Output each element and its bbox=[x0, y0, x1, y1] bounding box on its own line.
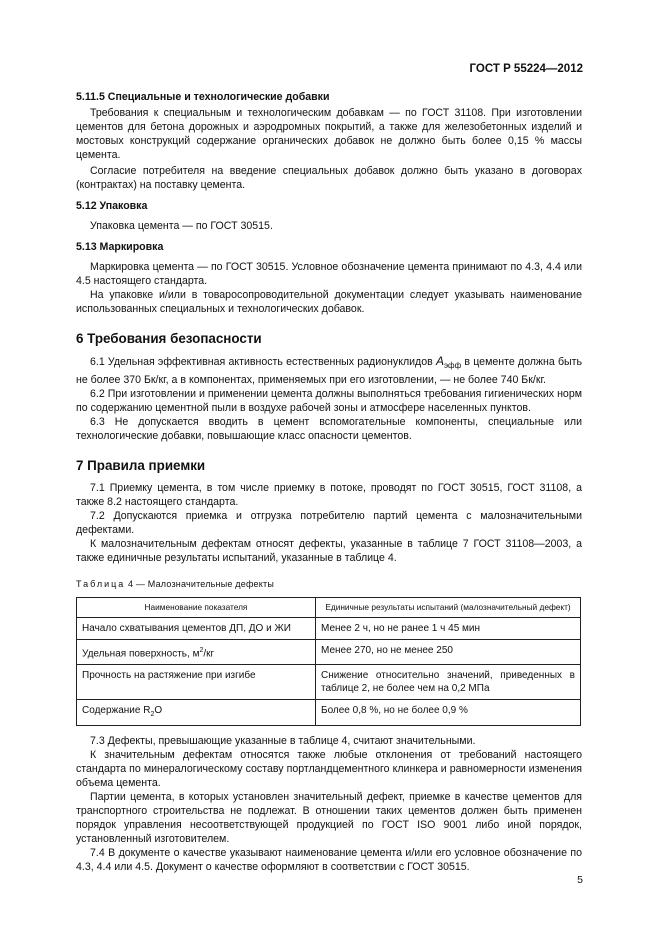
r2o-label-end: O bbox=[154, 705, 163, 717]
section-6-p1-start: 6.1 Удельная эффективная активность естественных радионуклидов bbox=[90, 356, 436, 368]
table-4-caption-label: Таблица bbox=[76, 579, 126, 590]
table-cell-indicator: Начало схватывания цементов ДП, ДО и ЖИ bbox=[77, 618, 316, 640]
document-code: ГОСТ Р 55224—2012 bbox=[469, 63, 583, 75]
section-5-11-5-title: 5.11.5 Специальные и технологические добавки bbox=[76, 91, 330, 103]
table-cell-result: Снижение относительно значений, приведенных в таблице 2, не более чем на 0,2 МПа bbox=[316, 665, 581, 700]
table-cell-indicator: Прочность на растяжение при изгибе bbox=[77, 665, 316, 700]
section-5-13-title: 5.13 Маркировка bbox=[76, 241, 164, 253]
r2o-label: Содержание R bbox=[82, 705, 151, 717]
section-5-11-5-paragraph-2-text: Согласие потребителя на введение специальных добавок должно быть указано в договорах (контрактах) на поставку цемента. bbox=[76, 165, 582, 191]
page-content bbox=[76, 90, 582, 874]
table-header-results: Единичные результаты испытаний (малозначительный дефект) bbox=[316, 598, 581, 618]
section-6-paragraph-1 bbox=[76, 354, 582, 387]
section-7-paragraph-3: К малозначительным дефектам относят дефекты, указанные в таблице 7 ГОСТ 31108—2003, а также единичные результаты испытаний, указанные в таблице 4. bbox=[76, 538, 582, 565]
table-4 bbox=[76, 597, 581, 726]
table-4-caption-text: 4 — Малозначительные дефекты bbox=[125, 579, 274, 590]
table-row bbox=[77, 640, 581, 665]
section-6-p1-end: в цементе должна быть не более 370 Бк/кг, а в компонентах, применяемых при его изготовлении, — не более 740 Бк/кг. bbox=[76, 356, 583, 387]
section-7-paragraph-1: 7.1 Приемку цемента, в том числе приемку в потоке, проводят по ГОСТ 30515, ГОСТ 31108, а также 8.2 настоящего стандарта. bbox=[76, 482, 582, 509]
table-cell-result: Менее 270, но не менее 250 bbox=[316, 640, 581, 665]
table-cell-indicator bbox=[77, 640, 316, 665]
section-7-paragraph-4: 7.3 Дефекты, превышающие указанные в таблице 4, считают значительными. bbox=[90, 735, 476, 748]
section-5-13-paragraph-1: Маркировка цемента — по ГОСТ 30515. Условное обозначение цемента принимают по 4.3, 4.4 или 4.5 настоящего стандарта. bbox=[76, 261, 582, 287]
section-6-paragraph-3: 6.3 Не допускается вводить в цемент вспомогательные компоненты, специальные или технологические добавки, повышающие класс опасности цементов. bbox=[76, 416, 582, 443]
page-number: 5 bbox=[577, 874, 583, 886]
table-cell-result: Более 0,8 %, но не более 0,9 % bbox=[316, 700, 581, 726]
table-4-caption bbox=[76, 577, 582, 591]
section-7-paragraph-2: 7.2 Допускаются приемка и отгрузка потребителю партий цемента с малозначительными дефектами. bbox=[76, 510, 582, 537]
section-5-11-5-paragraph-1 bbox=[76, 106, 582, 162]
section-5-11-5-paragraph-2 bbox=[76, 164, 582, 192]
section-5-11-5-paragraph-1-text: Требования к специальным и технологическим добавкам — по ГОСТ 31108. При изготовлении цементов для бетона дорожных и аэродромных покрытий, а также для железобетонных изделий и мостовых конструкций содержание органических добавок не должно быть более 0,15 % массы цемента. bbox=[76, 107, 582, 161]
table-header-indicator: Наименование показателя bbox=[77, 598, 316, 618]
activity-symbol: А bbox=[435, 354, 444, 368]
table-header-row bbox=[77, 598, 581, 618]
table-row bbox=[77, 700, 581, 726]
table-row bbox=[77, 665, 581, 700]
r2o-subscript: 2 bbox=[150, 711, 155, 719]
section-7-title: 7 Правила приемки bbox=[76, 458, 206, 474]
table-cell-result: Менее 2 ч, но не ранее 1 ч 45 мин bbox=[316, 618, 581, 640]
unit-superscript: 2 bbox=[199, 647, 204, 655]
section-5-12-title: 5.12 Упаковка bbox=[76, 200, 148, 212]
section-6-paragraph-2: 6.2 При изготовлении и применении цемента должны выполняться требования гигиенических норм по содержанию цементной пыли в воздухе рабочей зоны и атмосфере населенных пунктов. bbox=[76, 388, 582, 415]
section-5-13-paragraph-2: На упаковке и/или в товаросопроводительной документации следует указывать наименование использованных специальных и технологических добавок. bbox=[76, 289, 582, 315]
section-5-12-paragraph: Упаковка цемента — по ГОСТ 30515. bbox=[90, 220, 273, 232]
table-row bbox=[77, 618, 581, 640]
section-7-paragraph-5: К значительным дефектам относятся также любые отклонения от требований настоящего стандарта по минералогическому составу портландцементного клинкера и равномерности изменения объема цемента. bbox=[76, 749, 582, 790]
table-cell-indicator bbox=[77, 700, 316, 726]
activity-subscript: эфф bbox=[443, 361, 462, 371]
section-7-paragraph-7: 7.4 В документе о качестве указывают наименование цемента и/или его условное обозначение по 4.3, 4.4 или 4.5. Документ о качестве оформляют в соответствии с ГОСТ 30515. bbox=[76, 847, 582, 874]
specific-surface-unit: /кг bbox=[203, 648, 215, 660]
section-6-title: 6 Требования безопасности bbox=[76, 331, 262, 346]
section-7-paragraph-6: Партии цемента, в которых установлен значительный дефект, приемке в качестве цементов для транспортного строительства не подлежат. В отношении таких цементов должен быть применен порядок управления несоответствующей продукцией по ГОСТ ISO 9001 либо иной порядок, установленный изготовителем. bbox=[76, 791, 582, 846]
specific-surface-label: Удельная поверхность, м bbox=[82, 648, 200, 660]
